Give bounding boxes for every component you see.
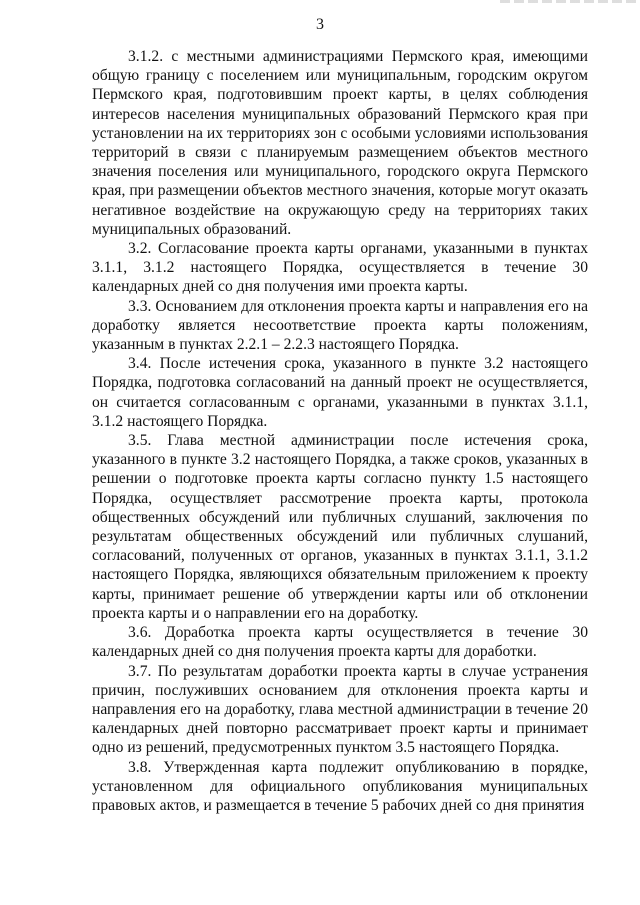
paragraph-3-5: 3.5. Глава местной администрации после истечения срока, указанного в пункте 3.2 настоящего Порядка, а также сроков, указанных в решении о подготовке проекта карты согласно пункту 1.5 настоящего Порядка, осуществляет рассмотрение проекта карты, протокола общественных обсуждений или публичных слушаний, заключения по результатам общественных обсуждений или публичных слушаний, согласований, полученных от органов, указанных в пунктах 3.1.1, 3.1.2 настоящего Порядка, являющихся обязательным приложением к проекту карты, принимает решение об утверждении карты или об отклонении проекта карты и о направлении его на доработку. (92, 432, 588, 622)
paragraph-3-3: 3.3. Основанием для отклонения проекта карты и направления его на доработку является несоответствие проекта карты положениям, указанным в пунктах 2.2.1 – 2.2.3 настоящего Порядка. (92, 297, 588, 354)
page-number: 3 (316, 16, 324, 33)
paragraph-3-8: 3.8. Утвержденная карта подлежит опубликованию в порядке, установленном для официального опубликования муниципальных правовых актов, и размещается в течение 5 рабочих дней со дня принятия (92, 758, 588, 814)
document-body (92, 47, 588, 815)
paragraph-3-7: 3.7. По результатам доработки проекта карты в случае устранения причин, послуживших основанием для отклонения проекта карты и направления его на доработку, глава местной администрации в течение 20 календарных дней повторно рассматривает проект карты и принимает одно из решений, предусмотренных пунктом 3.5 настоящего Порядка. (92, 662, 588, 757)
scan-edge-mark (500, 0, 640, 3)
paragraph-3-2: 3.2. Согласование проекта карты органами, указанными в пунктах 3.1.1, 3.1.2 настоящего Порядка, осуществляется в течение 30 календарных дней со дня получения ими проекта карты. (92, 240, 588, 296)
paragraph-3-6: 3.6. Доработка проекта карты осуществляется в течение 30 календарных дней со дня получения проекта карты для доработки. (92, 624, 588, 661)
paragraph-3-1-2: 3.1.2. с местными администрациями Пермского края, имеющими общую границу с поселением или муниципальным, городским округом Пермского края, подготовившим проект карты, в целях соблюдения интересов населения муниципальных образований Пермского края при установлении на их территориях зон с особыми условиями использования территорий в связи с планируемым размещением объектов местного значения поселения или муниципального, городского округа Пермского края, при размещении объектов местного значения, которые могут оказать негативное воздействие на окружающую среду на территориях таких муниципальных образований. (92, 48, 588, 238)
paragraph-3-4: 3.4. После истечения срока, указанного в пункте 3.2 настоящего Порядка, подготовка согласований на данный проект не осуществляется, он считается согласованным с органами, указанными в пунктах 3.1.1, 3.1.2 настоящего Порядка. (92, 355, 588, 430)
